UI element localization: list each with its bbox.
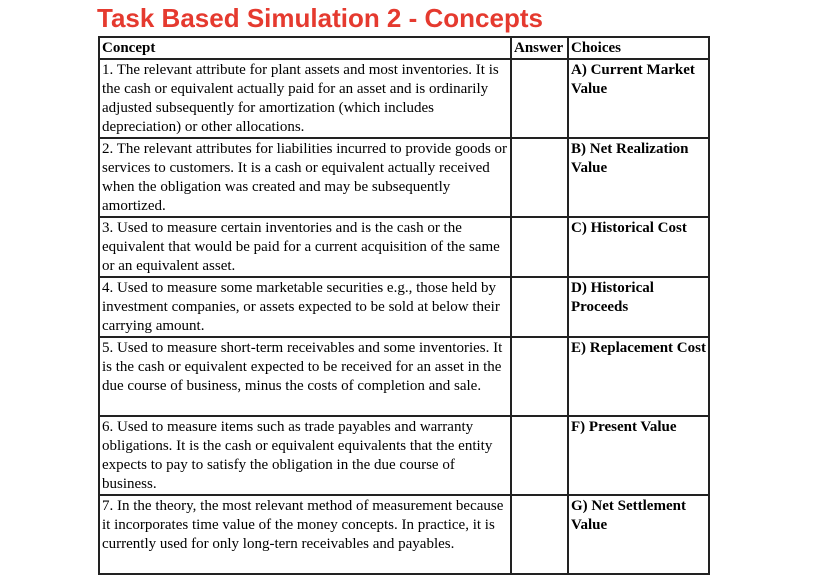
- table-row: [99, 495, 709, 574]
- concept-cell: 6. Used to measure items such as trade payables and warranty obligations. It is the cash or equivalent equivalents that the entity expects to pay to satisfy the obligation in the due course of business.: [99, 416, 511, 495]
- table-row: [99, 416, 709, 495]
- concepts-table: [98, 36, 710, 575]
- answer-cell[interactable]: [511, 416, 568, 495]
- page-title: Task Based Simulation 2 - Concepts: [97, 3, 543, 33]
- choice-cell: B) Net Realization Value: [568, 138, 709, 217]
- table-row: [99, 59, 709, 138]
- header-concept: Concept: [99, 37, 511, 59]
- header-answer: Answer: [511, 37, 568, 59]
- answer-cell[interactable]: [511, 59, 568, 138]
- table-row: [99, 337, 709, 416]
- choice-cell: E) Replacement Cost: [568, 337, 709, 416]
- table-row: [99, 217, 709, 277]
- choice-cell: C) Historical Cost: [568, 217, 709, 277]
- choice-cell: D) Historical Proceeds: [568, 277, 709, 337]
- concept-cell: 5. Used to measure short-term receivables and some inventories. It is the cash or equivalent expected to be received for an asset in the due course of business, minus the costs of completion and sale.: [99, 337, 511, 416]
- table-header-row: [99, 37, 709, 59]
- answer-cell[interactable]: [511, 337, 568, 416]
- concept-cell: 4. Used to measure some marketable securities e.g., those held by investment companies, or assets expected to be sold at below their carrying amount.: [99, 277, 511, 337]
- answer-cell[interactable]: [511, 138, 568, 217]
- concept-cell: 3. Used to measure certain inventories and is the cash or the equivalent that would be paid for a current acquisition of the same or an equivalent asset.: [99, 217, 511, 277]
- answer-cell[interactable]: [511, 495, 568, 574]
- header-choices: Choices: [568, 37, 709, 59]
- concept-cell: 7. In the theory, the most relevant method of measurement because it incorporates time value of the money concepts. In practice, it is currently used for only long-tern receivables and payables.: [99, 495, 511, 574]
- table-row: [99, 277, 709, 337]
- choice-cell: F) Present Value: [568, 416, 709, 495]
- choice-cell: G) Net Settlement Value: [568, 495, 709, 574]
- concept-cell: 1. The relevant attribute for plant assets and most inventories. It is the cash or equivalent actually paid for an asset and is ordinarily adjusted subsequently for amortization (which includes depreciation) or other allocations.: [99, 59, 511, 138]
- choice-cell: A) Current Market Value: [568, 59, 709, 138]
- answer-cell[interactable]: [511, 217, 568, 277]
- concept-cell: 2. The relevant attributes for liabilities incurred to provide goods or services to customers. It is a cash or equivalent actually received when the obligation was created and may be subsequently amortized.: [99, 138, 511, 217]
- table-row: [99, 138, 709, 217]
- answer-cell[interactable]: [511, 277, 568, 337]
